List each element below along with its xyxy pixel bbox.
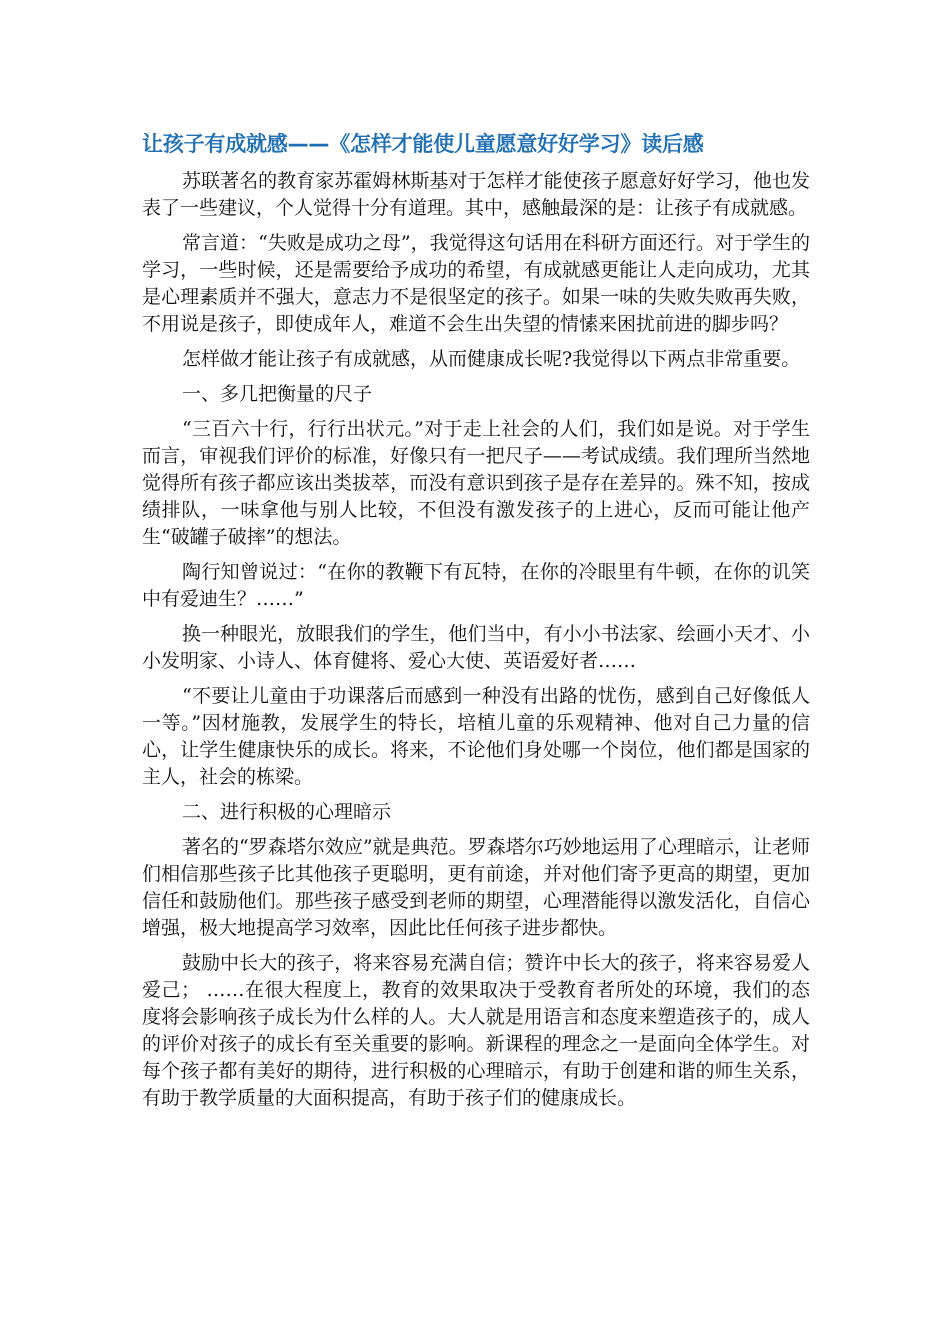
paragraph-rosenthal: 著名的“罗森塔尔效应”就是典范。罗森塔尔巧妙地运用了心理暗示，让老师们相信那些孩子比其他孩子更聪明，更有前途，并对他们寄予更高的期望，更加信任和鼓励他们。那些孩子感受到老师的期望，心理潜能得以激发活化，自信心增强，极大地提高学习效率，因此比任何孩子进步都快。	[142, 836, 810, 939]
paragraph-talents: 换一种眼光，放眼我们的学生，他们当中，有小小书法家、绘画小天才、小小发明家、小诗人、体育健将、爱心大使、英语爱好者……	[142, 623, 810, 672]
paragraph-question: 怎样做才能让孩子有成就感，从而健康成长呢?我觉得以下两点非常重要。	[182, 348, 801, 370]
section-heading-1: 一、多几把衡量的尺子	[182, 383, 373, 405]
section-heading-2: 二、进行积极的心理暗示	[182, 801, 392, 823]
paragraph-proverb: 常言道：“失败是成功之母”，我觉得这句话用在科研方面还行。对于学生的学习，一些时候，还是需要给予成功的希望，有成就感更能让人走向成功，尤其是心理素质并不强大，意志力不是很坚定的孩子。如果一味的失败失败再失败，不用说是孩子，即使成年人，难道不会生出失望的情愫来困扰前进的脚步吗？	[142, 232, 810, 335]
document-page	[142, 128, 810, 1120]
paragraph-confidence: “不要让儿童由于功课落后而感到一种没有出路的忧伤，感到自己好像低人一等。”因材施教，发展学生的特长，培植儿童的乐观精神、他对自己力量的信心，让学生健康快乐的成长。将来，不论他们身处哪一个岗位，他们都是国家的主人，社会的栋梁。	[142, 685, 810, 788]
document-title: 让孩子有成就感——《怎样才能使儿童愿意好好学习》读后感	[142, 132, 704, 156]
paragraph-intro: 苏联著名的教育家苏霍姆林斯基对于怎样才能使孩子愿意好好学习，他也发表了一些建议，个人觉得十分有道理。其中，感触最深的是：让孩子有成就感。	[142, 170, 810, 219]
paragraph-encouragement: 鼓励中长大的孩子，将来容易充满自信；赞许中长大的孩子，将来容易爱人爱己； ……在很大程度上，教育的效果取决于受教育者所处的环境，我们的态度将会影响孩子成长为什么样的人。大人就是用语言和态度来塑造孩子的，成人的评价对孩子的成长有至关重要的影响。新课程的理念之一是面向全体学生。对每个孩子都有美好的期待，进行积极的心理暗示，有助于创建和谐的师生关系，有助于教学质量的大面积提高，有助于孩子们的健康成长。	[142, 952, 810, 1109]
paragraph-quote-tao: 陶行知曾说过：“在你的教鞭下有瓦特，在你的冷眼里有牛顿，在你的讥笑中有爱迪生？……”	[142, 561, 810, 610]
paragraph-measure: “三百六十行，行行出状元。”对于走上社会的人们，我们如是说。对于学生而言，审视我们评价的标准，好像只有一把尺子——考试成绩。我们理所当然地觉得所有孩子都应该出类拔萃，而没有意识到孩子是存在差异的。殊不知，按成绩排队，一味拿他与别人比较，不但没有激发孩子的上进心，反而可能让他产生“破罐子破摔”的想法。	[142, 418, 810, 548]
